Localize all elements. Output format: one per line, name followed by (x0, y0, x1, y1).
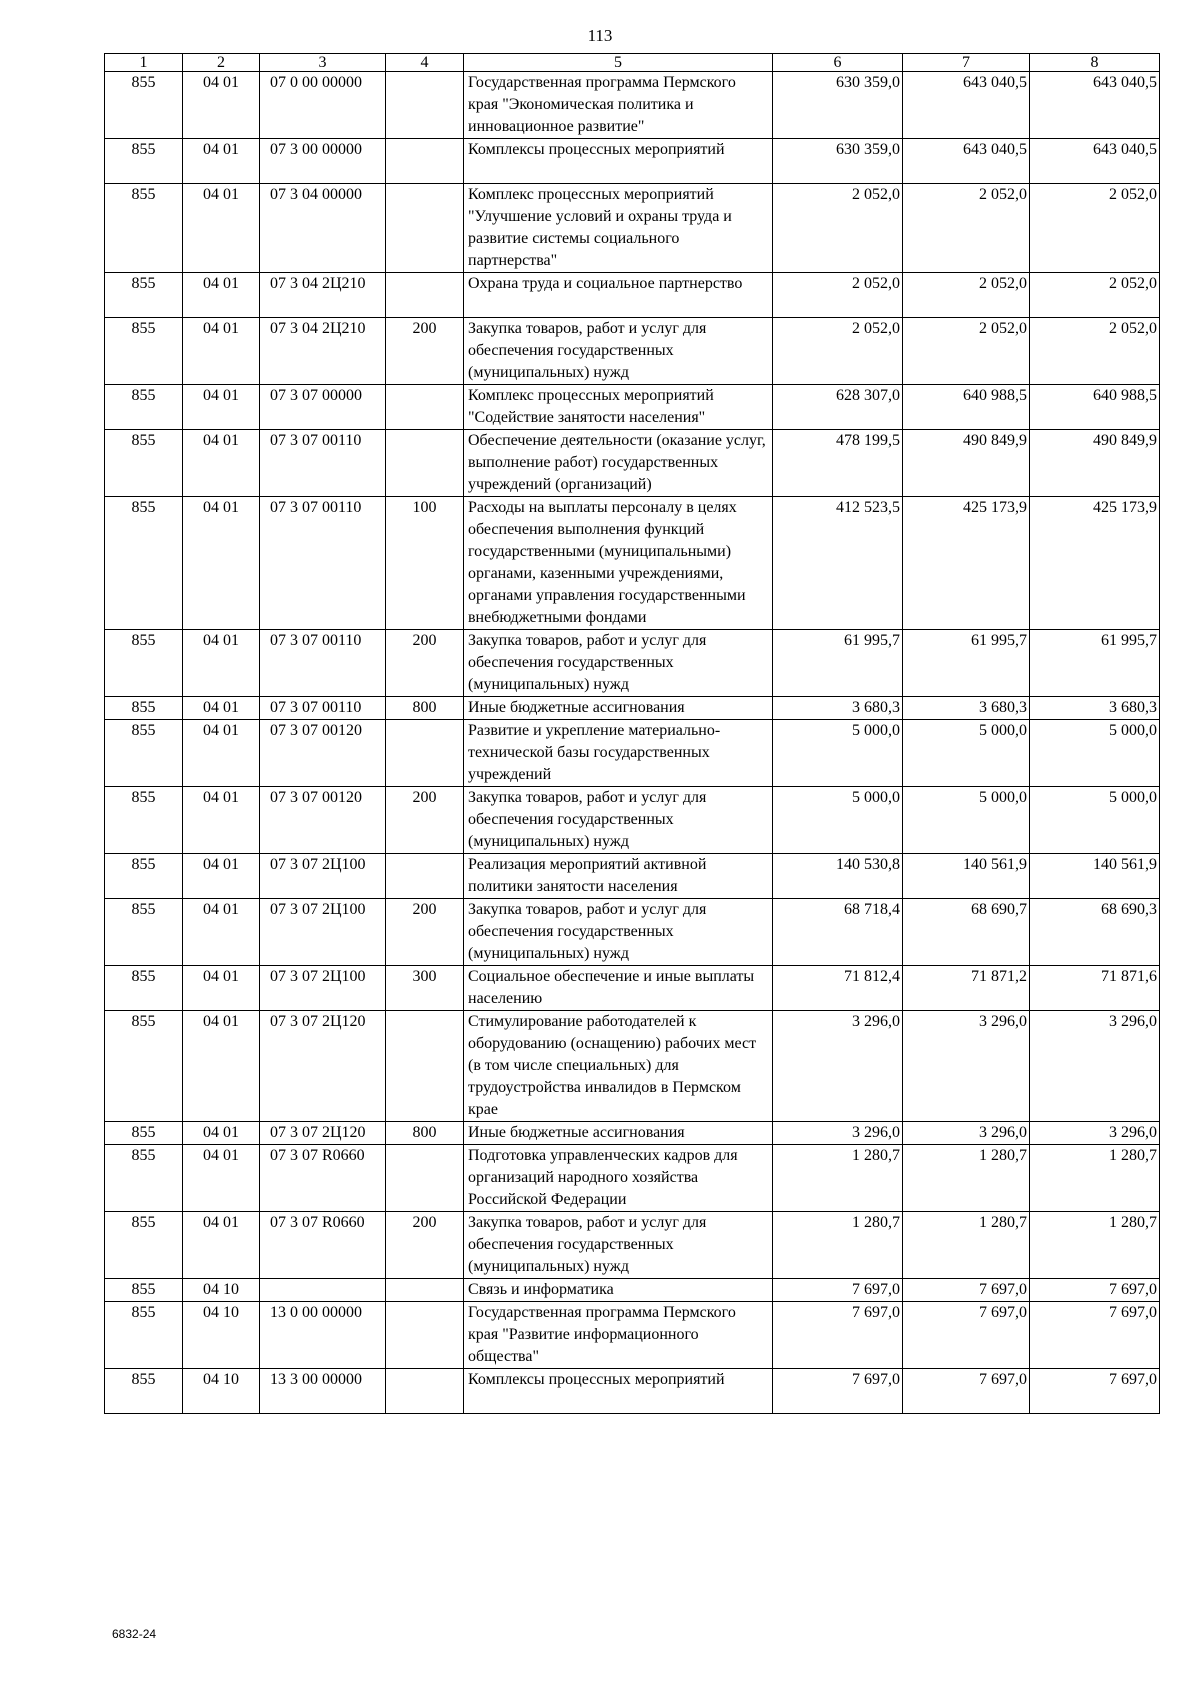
header-col-2: 2 (183, 54, 260, 72)
cell-target-article: 07 3 07 00110 (260, 497, 386, 630)
header-col-5: 5 (464, 54, 773, 72)
cell-description: Закупка товаров, работ и услуг для обеспечения государственных (муниципальных) нужд (464, 318, 773, 385)
cell-amount-2024: 2 052,0 (773, 184, 903, 273)
cell-expense-type: 200 (386, 787, 464, 854)
cell-description: Стимулирование работодателей к оборудованию (оснащению) рабочих мест (в том числе специальных) для трудоустройства инвалидов в Пермском крае (464, 1011, 773, 1122)
cell-amount-2024: 7 697,0 (773, 1369, 903, 1414)
cell-description: Закупка товаров, работ и услуг для обеспечения государственных (муниципальных) нужд (464, 630, 773, 697)
cell-target-article: 07 3 07 2Ц100 (260, 899, 386, 966)
cell-amount-2025: 1 280,7 (903, 1145, 1030, 1212)
cell-target-article: 07 3 07 2Ц100 (260, 966, 386, 1011)
cell-chapter-code: 855 (105, 184, 183, 273)
cell-section-code: 04 10 (183, 1302, 260, 1369)
cell-amount-2026: 7 697,0 (1030, 1369, 1160, 1414)
cell-description: Иные бюджетные ассигнования (464, 1122, 773, 1145)
table-row (105, 630, 1160, 697)
cell-amount-2026: 1 280,7 (1030, 1212, 1160, 1279)
cell-expense-type (386, 1011, 464, 1122)
cell-chapter-code: 855 (105, 273, 183, 318)
table-row (105, 1011, 1160, 1122)
cell-amount-2025: 3 680,3 (903, 697, 1030, 720)
cell-expense-type (386, 1145, 464, 1212)
cell-amount-2025: 7 697,0 (903, 1369, 1030, 1414)
cell-section-code: 04 01 (183, 630, 260, 697)
cell-target-article: 07 3 04 2Ц210 (260, 318, 386, 385)
footer-document-code: 6832-24 (112, 1627, 157, 1641)
cell-description: Закупка товаров, работ и услуг для обеспечения государственных (муниципальных) нужд (464, 787, 773, 854)
cell-chapter-code: 855 (105, 966, 183, 1011)
cell-amount-2024: 140 530,8 (773, 854, 903, 899)
cell-amount-2026: 140 561,9 (1030, 854, 1160, 899)
cell-target-article: 07 3 07 R0660 (260, 1145, 386, 1212)
cell-target-article: 07 3 07 00120 (260, 787, 386, 854)
table-row (105, 697, 1160, 720)
cell-amount-2024: 68 718,4 (773, 899, 903, 966)
cell-expense-type (386, 1369, 464, 1414)
cell-amount-2024: 3 296,0 (773, 1011, 903, 1122)
cell-target-article: 07 3 07 00110 (260, 697, 386, 720)
table-row (105, 1212, 1160, 1279)
cell-target-article: 07 3 07 00120 (260, 720, 386, 787)
cell-amount-2025: 61 995,7 (903, 630, 1030, 697)
cell-expense-type (386, 72, 464, 139)
header-col-1: 1 (105, 54, 183, 72)
cell-amount-2025: 3 296,0 (903, 1011, 1030, 1122)
cell-target-article: 07 3 07 00110 (260, 430, 386, 497)
cell-amount-2025: 7 697,0 (903, 1279, 1030, 1302)
cell-amount-2024: 7 697,0 (773, 1302, 903, 1369)
cell-amount-2026: 490 849,9 (1030, 430, 1160, 497)
table-row (105, 1145, 1160, 1212)
cell-amount-2026: 2 052,0 (1030, 318, 1160, 385)
table-row (105, 1279, 1160, 1302)
table-row (105, 854, 1160, 899)
cell-section-code: 04 01 (183, 1145, 260, 1212)
cell-chapter-code: 855 (105, 1279, 183, 1302)
cell-amount-2024: 3 296,0 (773, 1122, 903, 1145)
cell-amount-2025: 2 052,0 (903, 273, 1030, 318)
cell-expense-type: 200 (386, 1212, 464, 1279)
cell-amount-2024: 630 359,0 (773, 72, 903, 139)
cell-section-code: 04 01 (183, 184, 260, 273)
cell-description: Иные бюджетные ассигнования (464, 697, 773, 720)
cell-section-code: 04 01 (183, 385, 260, 430)
cell-expense-type (386, 854, 464, 899)
cell-target-article (260, 1279, 386, 1302)
cell-chapter-code: 855 (105, 1212, 183, 1279)
cell-amount-2026: 61 995,7 (1030, 630, 1160, 697)
cell-chapter-code: 855 (105, 1122, 183, 1145)
cell-description: Связь и информатика (464, 1279, 773, 1302)
cell-amount-2026: 5 000,0 (1030, 720, 1160, 787)
table-row (105, 966, 1160, 1011)
cell-description: Реализация мероприятий активной политики занятости населения (464, 854, 773, 899)
cell-chapter-code: 855 (105, 899, 183, 966)
cell-expense-type (386, 273, 464, 318)
header-col-4: 4 (386, 54, 464, 72)
cell-section-code: 04 01 (183, 430, 260, 497)
cell-amount-2024: 478 199,5 (773, 430, 903, 497)
cell-target-article: 07 3 07 2Ц120 (260, 1011, 386, 1122)
cell-amount-2025: 5 000,0 (903, 720, 1030, 787)
cell-target-article: 07 3 07 2Ц100 (260, 854, 386, 899)
cell-section-code: 04 01 (183, 72, 260, 139)
cell-section-code: 04 01 (183, 273, 260, 318)
table-header (105, 54, 1160, 72)
cell-expense-type (386, 1302, 464, 1369)
cell-description: Развитие и укрепление материально-технической базы государственных учреждений (464, 720, 773, 787)
cell-amount-2026: 643 040,5 (1030, 139, 1160, 184)
cell-amount-2026: 7 697,0 (1030, 1279, 1160, 1302)
header-row (105, 54, 1160, 72)
cell-amount-2024: 2 052,0 (773, 318, 903, 385)
cell-amount-2026: 1 280,7 (1030, 1145, 1160, 1212)
cell-amount-2025: 68 690,7 (903, 899, 1030, 966)
header-col-6: 6 (773, 54, 903, 72)
cell-amount-2024: 412 523,5 (773, 497, 903, 630)
cell-chapter-code: 855 (105, 1011, 183, 1122)
cell-amount-2026: 2 052,0 (1030, 273, 1160, 318)
cell-amount-2025: 643 040,5 (903, 139, 1030, 184)
cell-chapter-code: 855 (105, 854, 183, 899)
cell-chapter-code: 855 (105, 385, 183, 430)
cell-chapter-code: 855 (105, 318, 183, 385)
cell-expense-type (386, 720, 464, 787)
table-row (105, 497, 1160, 630)
cell-description: Охрана труда и социальное партнерство (464, 273, 773, 318)
cell-amount-2025: 425 173,9 (903, 497, 1030, 630)
cell-chapter-code: 855 (105, 697, 183, 720)
cell-description: Закупка товаров, работ и услуг для обеспечения государственных (муниципальных) нужд (464, 1212, 773, 1279)
cell-amount-2026: 643 040,5 (1030, 72, 1160, 139)
cell-section-code: 04 01 (183, 1011, 260, 1122)
table-row (105, 184, 1160, 273)
cell-target-article: 07 3 07 R0660 (260, 1212, 386, 1279)
cell-amount-2024: 7 697,0 (773, 1279, 903, 1302)
cell-amount-2026: 640 988,5 (1030, 385, 1160, 430)
cell-target-article: 07 0 00 00000 (260, 72, 386, 139)
cell-section-code: 04 01 (183, 854, 260, 899)
cell-amount-2026: 3 680,3 (1030, 697, 1160, 720)
cell-amount-2024: 3 680,3 (773, 697, 903, 720)
cell-target-article: 07 3 07 00110 (260, 630, 386, 697)
cell-section-code: 04 10 (183, 1279, 260, 1302)
cell-chapter-code: 855 (105, 1145, 183, 1212)
cell-amount-2026: 3 296,0 (1030, 1122, 1160, 1145)
cell-amount-2025: 640 988,5 (903, 385, 1030, 430)
cell-amount-2026: 7 697,0 (1030, 1302, 1160, 1369)
cell-amount-2026: 3 296,0 (1030, 1011, 1160, 1122)
cell-amount-2025: 140 561,9 (903, 854, 1030, 899)
table-row (105, 1302, 1160, 1369)
cell-chapter-code: 855 (105, 72, 183, 139)
cell-section-code: 04 01 (183, 1212, 260, 1279)
cell-target-article: 07 3 04 00000 (260, 184, 386, 273)
cell-chapter-code: 855 (105, 787, 183, 854)
table-row (105, 318, 1160, 385)
cell-amount-2025: 71 871,2 (903, 966, 1030, 1011)
table-body (105, 72, 1160, 1414)
table-row (105, 139, 1160, 184)
cell-amount-2026: 2 052,0 (1030, 184, 1160, 273)
cell-target-article: 13 3 00 00000 (260, 1369, 386, 1414)
cell-chapter-code: 855 (105, 630, 183, 697)
header-col-3: 3 (260, 54, 386, 72)
cell-description: Государственная программа Пермского края "Развитие информационного общества" (464, 1302, 773, 1369)
cell-amount-2026: 5 000,0 (1030, 787, 1160, 854)
header-col-7: 7 (903, 54, 1030, 72)
cell-section-code: 04 01 (183, 318, 260, 385)
cell-description: Расходы на выплаты персоналу в целях обеспечения выполнения функций государственными (муниципальными) органами, казенными учреждениями, органами управления государственными внебюджетными фондами (464, 497, 773, 630)
table-row (105, 385, 1160, 430)
cell-amount-2025: 2 052,0 (903, 318, 1030, 385)
cell-description: Закупка товаров, работ и услуг для обеспечения государственных (муниципальных) нужд (464, 899, 773, 966)
cell-amount-2025: 3 296,0 (903, 1122, 1030, 1145)
cell-amount-2024: 1 280,7 (773, 1212, 903, 1279)
cell-expense-type: 800 (386, 697, 464, 720)
cell-amount-2025: 7 697,0 (903, 1302, 1030, 1369)
cell-target-article: 13 0 00 00000 (260, 1302, 386, 1369)
cell-section-code: 04 10 (183, 1369, 260, 1414)
table-row (105, 1122, 1160, 1145)
table-row (105, 899, 1160, 966)
cell-description: Комплекс процессных мероприятий "Содействие занятости населения" (464, 385, 773, 430)
cell-expense-type (386, 139, 464, 184)
cell-expense-type: 800 (386, 1122, 464, 1145)
cell-section-code: 04 01 (183, 787, 260, 854)
cell-amount-2024: 628 307,0 (773, 385, 903, 430)
cell-amount-2026: 68 690,3 (1030, 899, 1160, 966)
cell-section-code: 04 01 (183, 966, 260, 1011)
cell-target-article: 07 3 04 2Ц210 (260, 273, 386, 318)
page-number: 113 (587, 26, 613, 45)
cell-description: Государственная программа Пермского края "Экономическая политика и инновационное развитие" (464, 72, 773, 139)
table-row (105, 720, 1160, 787)
cell-section-code: 04 01 (183, 139, 260, 184)
cell-chapter-code: 855 (105, 1302, 183, 1369)
cell-amount-2025: 490 849,9 (903, 430, 1030, 497)
table-row (105, 273, 1160, 318)
cell-description: Комплексы процессных мероприятий (464, 1369, 773, 1414)
cell-amount-2024: 630 359,0 (773, 139, 903, 184)
cell-expense-type: 200 (386, 630, 464, 697)
cell-amount-2025: 2 052,0 (903, 184, 1030, 273)
cell-section-code: 04 01 (183, 1122, 260, 1145)
cell-chapter-code: 855 (105, 497, 183, 630)
cell-amount-2024: 5 000,0 (773, 787, 903, 854)
cell-chapter-code: 855 (105, 430, 183, 497)
cell-expense-type: 200 (386, 318, 464, 385)
cell-target-article: 07 3 07 00000 (260, 385, 386, 430)
cell-expense-type (386, 1279, 464, 1302)
cell-amount-2025: 1 280,7 (903, 1212, 1030, 1279)
cell-chapter-code: 855 (105, 1369, 183, 1414)
header-col-8: 8 (1030, 54, 1160, 72)
cell-section-code: 04 01 (183, 497, 260, 630)
cell-description: Комплекс процессных мероприятий "Улучшение условий и охраны труда и развитие системы социального партнерства" (464, 184, 773, 273)
cell-description: Подготовка управленческих кадров для организаций народного хозяйства Российской Федерации (464, 1145, 773, 1212)
cell-chapter-code: 855 (105, 720, 183, 787)
cell-amount-2024: 61 995,7 (773, 630, 903, 697)
cell-expense-type: 200 (386, 899, 464, 966)
cell-amount-2024: 1 280,7 (773, 1145, 903, 1212)
cell-expense-type (386, 184, 464, 273)
cell-amount-2026: 71 871,6 (1030, 966, 1160, 1011)
cell-description: Комплексы процессных мероприятий (464, 139, 773, 184)
cell-expense-type (386, 385, 464, 430)
cell-target-article: 07 3 00 00000 (260, 139, 386, 184)
cell-expense-type (386, 430, 464, 497)
table-row (105, 72, 1160, 139)
cell-expense-type: 100 (386, 497, 464, 630)
cell-section-code: 04 01 (183, 720, 260, 787)
cell-amount-2026: 425 173,9 (1030, 497, 1160, 630)
cell-section-code: 04 01 (183, 697, 260, 720)
cell-chapter-code: 855 (105, 139, 183, 184)
table-row (105, 1369, 1160, 1414)
table-row (105, 787, 1160, 854)
cell-description: Социальное обеспечение и иные выплаты населению (464, 966, 773, 1011)
cell-amount-2024: 71 812,4 (773, 966, 903, 1011)
cell-target-article: 07 3 07 2Ц120 (260, 1122, 386, 1145)
cell-description: Обеспечение деятельности (оказание услуг, выполнение работ) государственных учреждений (организаций) (464, 430, 773, 497)
table-row (105, 430, 1160, 497)
cell-amount-2025: 643 040,5 (903, 72, 1030, 139)
cell-expense-type: 300 (386, 966, 464, 1011)
cell-amount-2024: 5 000,0 (773, 720, 903, 787)
cell-section-code: 04 01 (183, 899, 260, 966)
cell-amount-2025: 5 000,0 (903, 787, 1030, 854)
cell-amount-2024: 2 052,0 (773, 273, 903, 318)
budget-table (104, 53, 1160, 1414)
